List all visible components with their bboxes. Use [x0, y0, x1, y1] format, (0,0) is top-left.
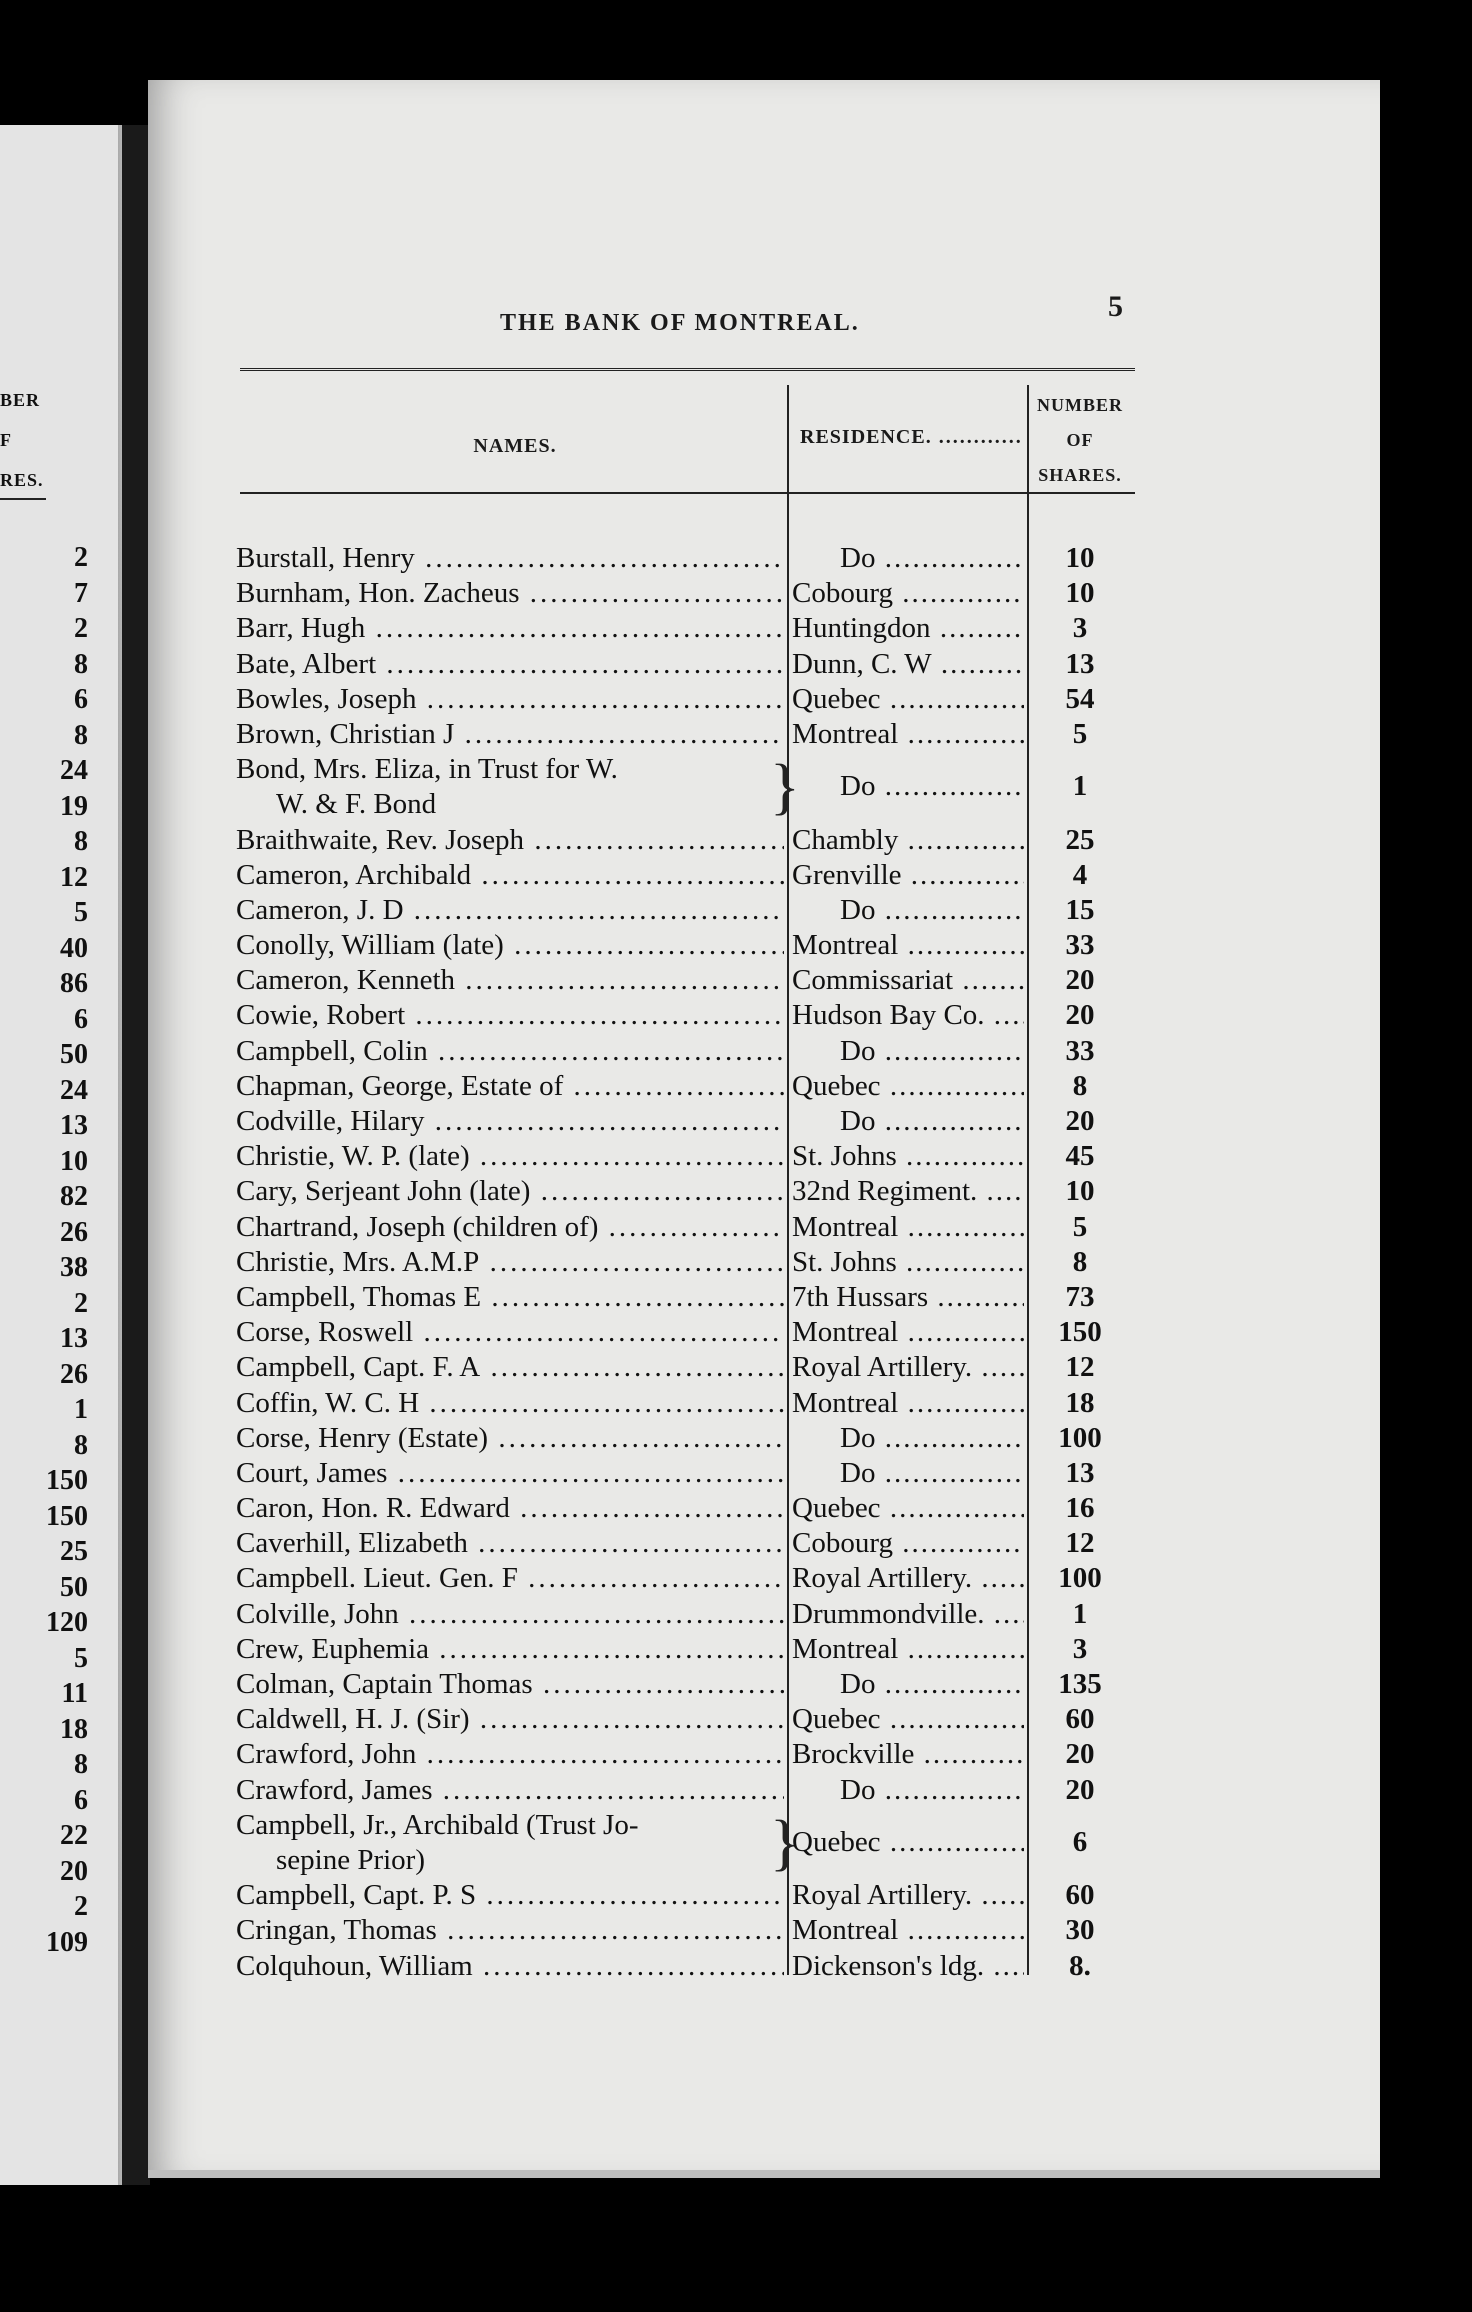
table-row: [236, 1174, 1136, 1209]
previous-page-share-value: 50: [60, 1039, 88, 1070]
shareholder-name: [236, 1034, 784, 1069]
previous-page-share-value: 109: [46, 1926, 88, 1958]
previous-page-header-line: RES.: [0, 470, 44, 490]
table-row: [236, 1878, 1136, 1913]
residence-cell: 7th Hussars .....: [792, 1280, 1024, 1315]
residence-cell: Quebec .....: [792, 1825, 1024, 1860]
previous-page-share-value: 24: [60, 1074, 88, 1106]
residence-cell: Chambly .....: [792, 823, 1024, 858]
table-row: [236, 1456, 1136, 1491]
table-row: [236, 1245, 1136, 1280]
shares-cell: 54: [1065, 682, 1095, 715]
shares-header-line: SHARES.: [1038, 465, 1122, 485]
shareholder-name: [236, 1913, 784, 1948]
shares-cell: 20: [1065, 999, 1095, 1032]
residence-cell: Quebec .....: [792, 1069, 1024, 1104]
shareholder-name: [236, 1491, 784, 1526]
residence-cell: Dickenson's ldg. .....: [792, 1949, 1024, 1984]
shares-cell: 13: [1065, 647, 1095, 680]
residence-cell: Do .....: [792, 1104, 1024, 1139]
previous-page-share-value: 26: [60, 1358, 88, 1390]
residence-cell: Hudson Bay Co. .....: [792, 998, 1024, 1033]
previous-page-header-rule: [0, 498, 46, 500]
names-column-header: NAMES.: [473, 435, 557, 457]
shareholder-name: [236, 1421, 784, 1456]
shareholder-name: [236, 611, 784, 646]
table-row: [236, 1421, 1136, 1456]
shares-cell: 3: [1072, 612, 1088, 645]
residence-cell: Do .....: [792, 1773, 1024, 1808]
shareholder-name-continuation: W. & F. Bond: [276, 788, 437, 821]
table-row: [236, 1737, 1136, 1772]
shares-cell: 10: [1065, 542, 1095, 574]
table-row: [236, 893, 1136, 928]
shareholder-name: [236, 1139, 784, 1174]
shareholder-name-line: Crawford, James: [236, 1773, 433, 1806]
previous-page-share-value: 11: [61, 1678, 88, 1709]
running-head: THE BANK OF MONTREAL.: [500, 310, 860, 336]
shares-column-header: [1030, 388, 1130, 485]
shareholder-name-line: Braithwaite, Rev. Joseph: [236, 823, 525, 856]
previous-page-share-value: 8: [74, 1749, 88, 1780]
shares-cell: 100: [1058, 1421, 1102, 1454]
previous-page-column-header: [0, 380, 50, 500]
previous-page-header-line: F: [0, 430, 12, 450]
shares-cell: 20: [1065, 964, 1095, 997]
shareholder-name: [236, 1702, 784, 1737]
previous-page-share-value: 20: [60, 1855, 88, 1887]
shareholder-name-line: Burstall, Henry: [236, 542, 415, 574]
table-row: [236, 1808, 1136, 1878]
shareholder-name: [236, 717, 784, 752]
shares-cell: 10: [1065, 1175, 1095, 1208]
table-row: [236, 858, 1136, 893]
shareholder-name: [236, 1632, 784, 1667]
shareholder-name-line: Cameron, Archibald: [236, 858, 472, 891]
residence-cell: Commissariat .....: [792, 963, 1024, 998]
previous-page-share-value: 38: [60, 1252, 88, 1283]
shareholder-name: [236, 1350, 784, 1385]
table-row: [236, 1597, 1136, 1632]
shareholder-name-line: Bowles, Joseph: [236, 682, 417, 715]
shareholder-name: [236, 928, 784, 963]
residence-cell: Huntingdon .....: [792, 611, 1024, 646]
shareholder-name-line: Bate, Albert: [236, 647, 377, 680]
shareholder-name-line: Campbell, Colin: [236, 1034, 428, 1067]
shares-cell: 5: [1072, 1210, 1088, 1243]
shareholder-name: [236, 1280, 784, 1315]
shareholder-name-continuation: sepine Prior): [276, 1843, 425, 1876]
shares-cell: 16: [1065, 1492, 1095, 1525]
shareholder-name: [236, 1386, 784, 1421]
shareholder-name-line: Caron, Hon. R. Edward: [236, 1492, 510, 1525]
shareholder-name-line: Brown, Christian J: [236, 717, 455, 750]
previous-page-share-value: 8: [74, 719, 88, 751]
shareholder-name: [236, 1597, 784, 1632]
table-row: [236, 963, 1136, 998]
shareholder-name: [236, 1069, 784, 1104]
shareholder-name: [236, 647, 784, 682]
previous-page-share-value: 13: [60, 1110, 88, 1141]
table-row: [236, 752, 1136, 822]
previous-page-share-value: 8: [74, 826, 88, 857]
shares-cell: 60: [1065, 1879, 1095, 1912]
shareholder-name-line: Campbell, Capt. F. A: [236, 1351, 481, 1384]
table-row: [236, 1139, 1136, 1174]
brace-icon: }: [770, 1808, 800, 1877]
table-row: [236, 1104, 1136, 1139]
shareholder-name: [236, 1561, 784, 1596]
table-row: [236, 611, 1136, 646]
previous-page-share-value: 5: [74, 1642, 88, 1674]
previous-page-share-value: 13: [60, 1323, 88, 1354]
shareholder-name: [236, 1456, 784, 1491]
table-row: [236, 576, 1136, 611]
table-row: [236, 1210, 1136, 1245]
table-row: [236, 1280, 1136, 1315]
residence-cell: Quebec .....: [792, 1702, 1024, 1737]
residence-cell: Montreal .....: [792, 928, 1024, 963]
previous-page-header-line: BER: [0, 390, 41, 410]
previous-page-share-value: 8: [74, 1429, 88, 1461]
previous-page-share-value: 2: [74, 613, 88, 644]
page-bottom-edge: [148, 2170, 1380, 2178]
residence-cell: Cobourg .....: [792, 1526, 1024, 1561]
residence-cell: Do .....: [792, 893, 1024, 928]
shares-header-line: OF: [1066, 430, 1094, 450]
shareholder-name-line: Codville, Hilary: [236, 1105, 425, 1138]
residence-cell: Montreal .....: [792, 1315, 1024, 1350]
shareholder-name-line: Corse, Henry (Estate): [236, 1421, 489, 1454]
shareholder-name: [236, 1245, 784, 1280]
shareholder-name-line: Cowie, Robert: [236, 999, 406, 1032]
shareholder-name: [236, 1174, 784, 1209]
shares-cell: 20: [1065, 1105, 1095, 1138]
residence-cell: Do .....: [792, 1456, 1024, 1491]
residence-cell: Do .....: [792, 1667, 1024, 1702]
table-row: [236, 1561, 1136, 1596]
previous-page-share-value: 7: [74, 577, 88, 609]
shares-cell: 60: [1065, 1703, 1095, 1736]
previous-page-share-value: 2: [74, 1287, 88, 1319]
shareholder-name-line: Colquhoun, William: [236, 1949, 473, 1982]
table-row: [236, 1386, 1136, 1421]
shareholder-name: [236, 1104, 784, 1139]
table-row: [236, 1667, 1136, 1702]
shareholder-name-line: Caverhill, Elizabeth: [236, 1527, 468, 1560]
previous-page-share-value: 2: [74, 542, 88, 573]
shares-cell: 12: [1065, 1527, 1095, 1560]
previous-page-share-value: 12: [60, 861, 88, 893]
previous-page-share-value: 19: [60, 790, 88, 822]
shares-cell: 33: [1065, 1034, 1095, 1067]
previous-page-share-value: 6: [74, 684, 88, 715]
table-row: [236, 1949, 1136, 1984]
residence-cell: Royal Artillery. .....: [792, 1561, 1024, 1596]
shareholder-name-line: Crawford, John: [236, 1738, 417, 1771]
previous-page-share-value: 8: [74, 648, 88, 680]
residence-cell: Royal Artillery. .....: [792, 1878, 1024, 1913]
shareholder-name-line: Burnham, Hon. Zacheus: [236, 577, 520, 610]
residence-cell: Brockville .....: [792, 1737, 1024, 1772]
previous-page-share-value: 82: [60, 1181, 88, 1212]
shares-cell: 33: [1065, 929, 1095, 962]
shareholder-name-line: Crew, Euphemia: [236, 1632, 430, 1665]
residence-cell: Montreal .....: [792, 1210, 1024, 1245]
previous-page-share-value: 6: [74, 1003, 88, 1035]
residence-cell: Dunn, C. W .....: [792, 647, 1024, 682]
shareholder-name: [236, 682, 784, 717]
table-row: [236, 1034, 1136, 1069]
shares-cell: 8.: [1069, 1949, 1091, 1982]
residence-cell: Montreal .....: [792, 1632, 1024, 1667]
shareholder-name-line: Chartrand, Joseph (children of): [236, 1210, 599, 1243]
residence-cell: Montreal .....: [792, 717, 1024, 752]
previous-page-share-value: 120: [46, 1607, 88, 1638]
residence-cell: Do .....: [792, 1034, 1024, 1069]
table-row: [236, 1773, 1136, 1808]
shareholder-name: [236, 752, 784, 822]
table-header-rule: [240, 492, 1135, 494]
shares-cell: 12: [1065, 1351, 1095, 1384]
table-top-rule: [240, 368, 1135, 371]
shareholder-name: [236, 1878, 784, 1913]
shares-cell: 73: [1065, 1280, 1095, 1313]
table-row: [236, 1702, 1136, 1737]
shares-cell: 150: [1058, 1316, 1102, 1349]
shares-cell: 4: [1072, 858, 1088, 891]
table-row: [236, 1913, 1136, 1948]
shareholder-name-line: Colville, John: [236, 1597, 399, 1630]
table-row: [236, 998, 1136, 1033]
brace-icon: }: [770, 753, 800, 822]
previous-page-share-value: 40: [60, 932, 88, 964]
residence-cell: Cobourg .....: [792, 576, 1024, 611]
shareholder-name-line: Campbell, Capt. P. S: [236, 1879, 477, 1912]
previous-page-share-value: 18: [60, 1713, 88, 1745]
book-binding: [122, 125, 150, 2185]
shareholder-name-line: Campbell, Thomas E: [236, 1280, 482, 1313]
table-row: [236, 1491, 1136, 1526]
shares-cell: 8: [1072, 1245, 1088, 1278]
shareholder-name-line: Barr, Hugh: [236, 612, 366, 645]
shareholder-name: [236, 1526, 784, 1561]
residence-cell: Quebec .....: [792, 682, 1024, 717]
shares-cell: 10: [1065, 577, 1095, 610]
previous-page-share-value: 1: [74, 1394, 88, 1425]
previous-page-share-value: 86: [60, 968, 88, 999]
shareholder-name: [236, 963, 784, 998]
previous-page-share-value: 6: [74, 1784, 88, 1816]
table-row: [236, 647, 1136, 682]
previous-page-share-value: 2: [74, 1891, 88, 1922]
previous-page-share-value: 25: [60, 1536, 88, 1567]
shareholder-name-line: Campbell, Jr., Archibald (Trust Jo-: [236, 1808, 639, 1841]
residence-cell: St. Johns .....: [792, 1139, 1024, 1174]
shareholder-name-line: Chapman, George, Estate of: [236, 1069, 564, 1102]
table-row: [236, 1069, 1136, 1104]
shareholder-name: [236, 1210, 784, 1245]
shares-cell: 20: [1065, 1738, 1095, 1771]
shareholder-name-line: Cary, Serjeant John (late): [236, 1175, 531, 1208]
shares-cell: 3: [1072, 1632, 1088, 1665]
table-row: [236, 1526, 1136, 1561]
shares-cell: 13: [1065, 1456, 1095, 1489]
shareholder-name-line: Cameron, Kenneth: [236, 964, 456, 997]
residence-cell: Do .....: [792, 541, 1024, 576]
shareholder-name-line: Conolly, William (late): [236, 929, 504, 962]
residence-cell: Do .....: [792, 1421, 1024, 1456]
previous-page-share-value: 22: [60, 1820, 88, 1851]
shareholder-name: [236, 1737, 784, 1772]
table-row: [236, 682, 1136, 717]
shareholder-name: [236, 541, 784, 576]
shareholder-name-line: Corse, Roswell: [236, 1316, 414, 1349]
shares-cell: 8: [1072, 1069, 1088, 1102]
shareholder-name: [236, 1315, 784, 1350]
shareholder-name-line: Colman, Captain Thomas: [236, 1668, 533, 1701]
table-row: [236, 1350, 1136, 1385]
page-number: 5: [1108, 290, 1123, 323]
shareholder-name-line: Bond, Mrs. Eliza, in Trust for W.: [236, 753, 618, 786]
shareholder-name-line: Caldwell, H. J. (Sir): [236, 1703, 470, 1736]
shareholder-name-line: Cringan, Thomas: [236, 1914, 437, 1947]
shareholder-name: [236, 998, 784, 1033]
residence-cell: Do .....: [792, 769, 1024, 804]
residence-cell: Grenville .....: [792, 858, 1024, 893]
shareholder-name: [236, 1667, 784, 1702]
shareholder-name: [236, 1773, 784, 1808]
residence-cell: 32nd Regiment. .....: [792, 1174, 1024, 1209]
table-row: [236, 541, 1136, 576]
table-row: [236, 1632, 1136, 1667]
shareholder-name-line: Christie, Mrs. A.M.P: [236, 1245, 480, 1278]
shareholder-name: [236, 858, 784, 893]
shares-cell: 135: [1058, 1668, 1102, 1701]
table-row: [236, 928, 1136, 963]
shares-header-line: NUMBER: [1037, 395, 1123, 415]
table-row: [236, 823, 1136, 858]
shareholder-name: [236, 576, 784, 611]
shares-cell: 6: [1072, 1825, 1088, 1858]
table-row: [236, 1315, 1136, 1350]
shares-cell: 1: [1072, 1597, 1088, 1630]
shareholder-table: [236, 541, 1136, 1984]
shareholder-name-line: Christie, W. P. (late): [236, 1140, 470, 1173]
residence-cell: Drummondville. .....: [792, 1597, 1024, 1632]
residence-cell: Royal Artillery. .....: [792, 1350, 1024, 1385]
shares-cell: 100: [1058, 1562, 1102, 1595]
shares-cell: 18: [1065, 1386, 1095, 1419]
previous-page-share-value: 5: [74, 897, 88, 928]
shareholder-name-line: Campbell. Lieut. Gen. F: [236, 1562, 518, 1595]
shares-cell: 45: [1065, 1140, 1095, 1173]
shares-cell: 25: [1065, 823, 1095, 856]
previous-page-share-value: 24: [60, 755, 88, 786]
shareholder-name-line: Cameron, J. D: [236, 893, 404, 926]
previous-page-share-value: 10: [60, 1145, 88, 1177]
previous-page-share-value: 50: [60, 1571, 88, 1603]
shares-cell: 15: [1065, 893, 1095, 926]
residence-cell: Montreal .....: [792, 1913, 1024, 1948]
table-row: [236, 717, 1136, 752]
previous-page-share-value: 150: [46, 1500, 88, 1532]
residence-cell: Montreal .....: [792, 1386, 1024, 1421]
shareholder-name-line: Coffin, W. C. H: [236, 1386, 420, 1419]
previous-page-share-value: 150: [46, 1465, 88, 1496]
shareholder-name: [236, 1949, 784, 1984]
residence-cell: Quebec .....: [792, 1491, 1024, 1526]
shares-cell: 5: [1072, 717, 1088, 750]
shareholder-name-line: Court, James: [236, 1456, 388, 1489]
residence-column-header: RESIDENCE. .....: [800, 420, 1020, 455]
shares-cell: 30: [1065, 1914, 1095, 1947]
shares-cell: 20: [1065, 1773, 1095, 1806]
previous-page-share-column: [0, 540, 88, 1960]
shareholder-name: [236, 823, 784, 858]
shares-cell: 1: [1072, 770, 1088, 803]
residence-cell: St. Johns .....: [792, 1245, 1024, 1280]
previous-page-share-value: 26: [60, 1216, 88, 1248]
shareholder-name: [236, 893, 784, 928]
shareholder-name: [236, 1808, 784, 1878]
